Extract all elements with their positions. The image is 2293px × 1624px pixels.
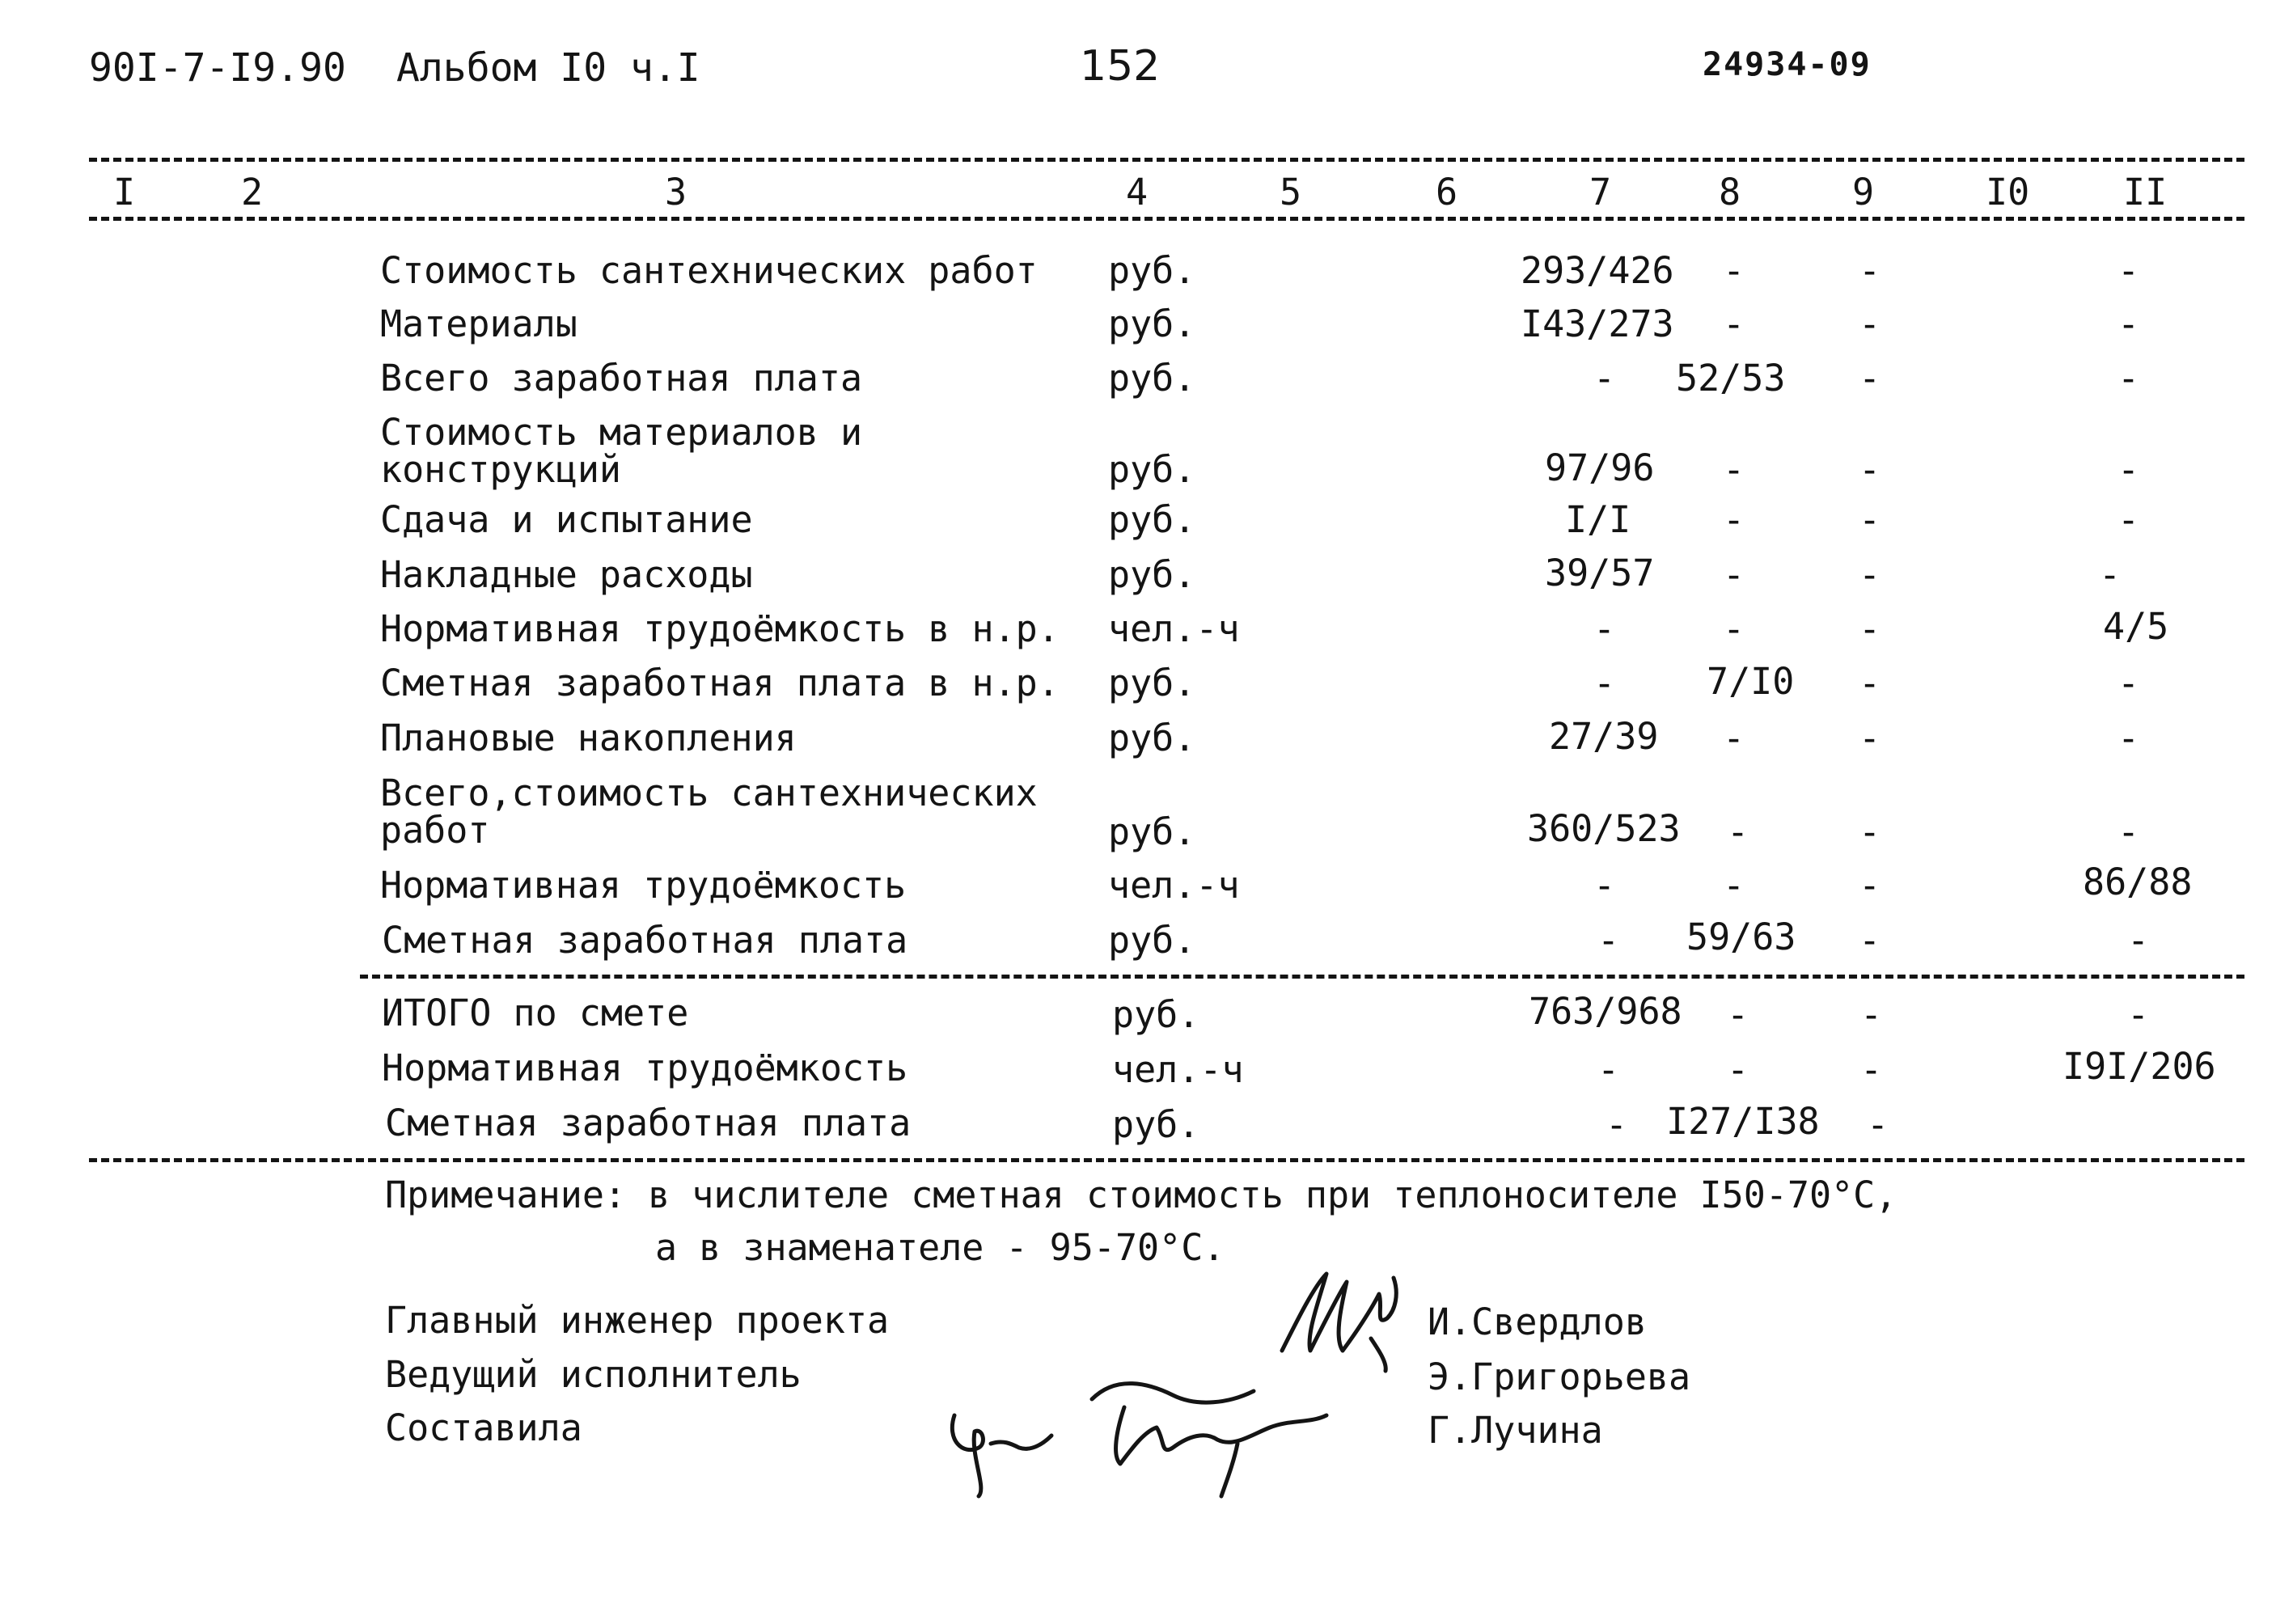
cell-col9: - — [1859, 357, 1881, 400]
row-name: ИТОГО по смете — [382, 992, 689, 1034]
cell-col8: - — [1727, 810, 1749, 853]
row-unit: руб. — [1108, 553, 1196, 596]
inventory-stamp: 24934-09 — [1703, 46, 1872, 83]
cell-col8: - — [1723, 553, 1745, 596]
cell-col11: I9I/206 — [2062, 1045, 2216, 1088]
cell-col7: - — [1593, 357, 1616, 400]
cell-col9: - — [1859, 498, 1881, 541]
cell-col9: - — [1859, 249, 1881, 292]
cell-col11: 86/88 — [2083, 861, 2193, 903]
cell-col8: - — [1723, 249, 1745, 292]
row-name: Сметная заработная плата в н.р. — [380, 662, 1060, 704]
table-top-rule — [89, 158, 2244, 162]
row-name: Плановые накопления — [380, 717, 797, 759]
cell-col8: I27/I38 — [1666, 1100, 1820, 1143]
cell-col9: - — [1859, 607, 1881, 650]
cell-col11: 4/5 — [2103, 605, 2169, 648]
cell-col7: 293/426 — [1521, 249, 1674, 292]
cell-col9: - — [1859, 717, 1881, 759]
cell-col8: - — [1723, 607, 1745, 650]
col-header-4: 4 — [1126, 171, 1149, 214]
cell-col8: 7/I0 — [1707, 660, 1795, 703]
cell-col8: - — [1727, 993, 1749, 1036]
row-unit: руб. — [1108, 448, 1196, 491]
cell-col9: - — [1860, 1048, 1883, 1091]
col-header-11: II — [2123, 171, 2168, 214]
col-header-5: 5 — [1280, 171, 1302, 214]
cell-col9: - — [1867, 1103, 1889, 1146]
cell-col8: - — [1723, 717, 1745, 759]
cell-col7: - — [1593, 864, 1616, 907]
cell-col9: - — [1859, 302, 1881, 345]
cell-col7: 39/57 — [1545, 552, 1655, 594]
signatory-role: Составила — [385, 1406, 582, 1449]
row-name: Всего заработная плата — [380, 357, 863, 400]
handwritten-signature-2 — [930, 1367, 1351, 1504]
cell-col7: I43/273 — [1521, 302, 1674, 345]
col-header-2: 2 — [241, 171, 264, 214]
row-unit: руб. — [1108, 249, 1196, 292]
signatory-role: Ведущий исполнитель — [385, 1353, 802, 1396]
row-unit: руб. — [1108, 498, 1196, 541]
cell-col7: - — [1606, 1103, 1628, 1146]
row-name: Накладные расходы — [380, 553, 753, 596]
row-name: Нормативная трудоёмкость — [382, 1047, 908, 1089]
row-unit: руб. — [1108, 717, 1196, 759]
cell-col7: I/I — [1565, 498, 1631, 541]
document-code: 90I-7-I9.90 — [89, 45, 346, 91]
signatory-name: И.Свердлов — [1428, 1300, 1647, 1343]
album-label: Альбом I0 ч.I — [396, 45, 700, 91]
cell-col7: - — [1593, 607, 1616, 650]
cell-col7: - — [1593, 662, 1616, 704]
cell-col8: 52/53 — [1676, 357, 1786, 400]
page-number: 152 — [1080, 42, 1161, 91]
col-header-7: 7 — [1589, 171, 1612, 214]
cell-col8: - — [1723, 302, 1745, 345]
col-header-8: 8 — [1719, 171, 1741, 214]
cell-col11: - — [2117, 302, 2140, 345]
row-name-continued: конструкций — [380, 448, 622, 491]
cell-col8: - — [1723, 498, 1745, 541]
row-unit: руб. — [1108, 357, 1196, 400]
row-name: Нормативная трудоёмкость — [380, 864, 907, 907]
handwritten-signature-1 — [1250, 1262, 1411, 1375]
cell-col9: - — [1859, 662, 1881, 704]
cell-col9: - — [1859, 553, 1881, 596]
signatory-name: Г.Лучина — [1428, 1409, 1603, 1452]
cell-col9: - — [1859, 919, 1881, 962]
row-unit: чел.-ч — [1108, 864, 1240, 907]
row-unit: чел.-ч — [1112, 1048, 1244, 1091]
cell-col9: - — [1860, 993, 1883, 1036]
row-name: Всего,стоимость сантехнических — [380, 772, 1038, 814]
cell-col8: - — [1727, 1048, 1749, 1091]
row-name: Стоимость сантехнических работ — [380, 249, 1038, 292]
row-unit: руб. — [1108, 302, 1196, 345]
row-name: Стоимость материалов и — [380, 411, 863, 454]
signatory-name: Э.Григорьева — [1428, 1355, 1691, 1398]
row-name: Сметная заработная плата — [382, 919, 908, 962]
cell-col9: - — [1859, 448, 1881, 491]
row-name: Сметная заработная плата — [385, 1102, 912, 1144]
cell-col8: - — [1723, 864, 1745, 907]
table-bottom-rule — [89, 1158, 2244, 1162]
cell-col11: - — [2117, 448, 2140, 491]
cell-col11: - — [2117, 498, 2140, 541]
col-header-1: I — [113, 171, 136, 214]
cell-col11: - — [2117, 810, 2140, 853]
row-unit: руб. — [1108, 662, 1196, 704]
cell-col7: 360/523 — [1527, 807, 1681, 850]
cell-col9: - — [1859, 810, 1881, 853]
cell-col7: - — [1597, 919, 1620, 962]
note-line-1: Примечание: в числителе сметная стоимость при теплоносителе I50-70°С, — [385, 1174, 1897, 1216]
cell-col11: - — [2117, 357, 2140, 400]
row-unit: чел.-ч — [1108, 607, 1240, 650]
row-name: Сдача и испытание — [380, 498, 753, 541]
row-unit: руб. — [1108, 810, 1196, 853]
row-unit: руб. — [1108, 919, 1196, 962]
row-name-continued: работ — [380, 809, 490, 852]
row-unit: руб. — [1112, 1103, 1200, 1146]
cell-col11: - — [2127, 919, 2150, 962]
col-header-6: 6 — [1436, 171, 1458, 214]
cell-col11: - — [2127, 993, 2150, 1036]
row-name: Материалы — [380, 302, 577, 345]
cell-col9: - — [1859, 864, 1881, 907]
note-line-2: а в знаменателе - 95-70°С. — [655, 1226, 1225, 1269]
col-header-3: 3 — [665, 171, 687, 214]
cell-col7: 763/968 — [1529, 990, 1682, 1033]
row-unit: руб. — [1112, 993, 1200, 1036]
row-name: Нормативная трудоёмкость в н.р. — [380, 607, 1060, 650]
col-header-10: I0 — [1986, 171, 2030, 214]
cell-col11: - — [2117, 662, 2140, 704]
cell-col11: - — [2117, 249, 2140, 292]
cell-col8: - — [1723, 448, 1745, 491]
cell-col8: 59/63 — [1686, 916, 1796, 958]
totals-separator-rule — [360, 975, 2244, 979]
cell-col7: 27/39 — [1549, 715, 1659, 758]
cell-col7: - — [1597, 1048, 1620, 1091]
cell-col11: - — [2099, 553, 2122, 596]
header-bottom-rule — [89, 217, 2244, 221]
cell-col7: 97/96 — [1545, 446, 1655, 489]
cell-col11: - — [2117, 717, 2140, 759]
col-header-9: 9 — [1852, 171, 1875, 214]
signatory-role: Главный инженер проекта — [385, 1299, 890, 1342]
